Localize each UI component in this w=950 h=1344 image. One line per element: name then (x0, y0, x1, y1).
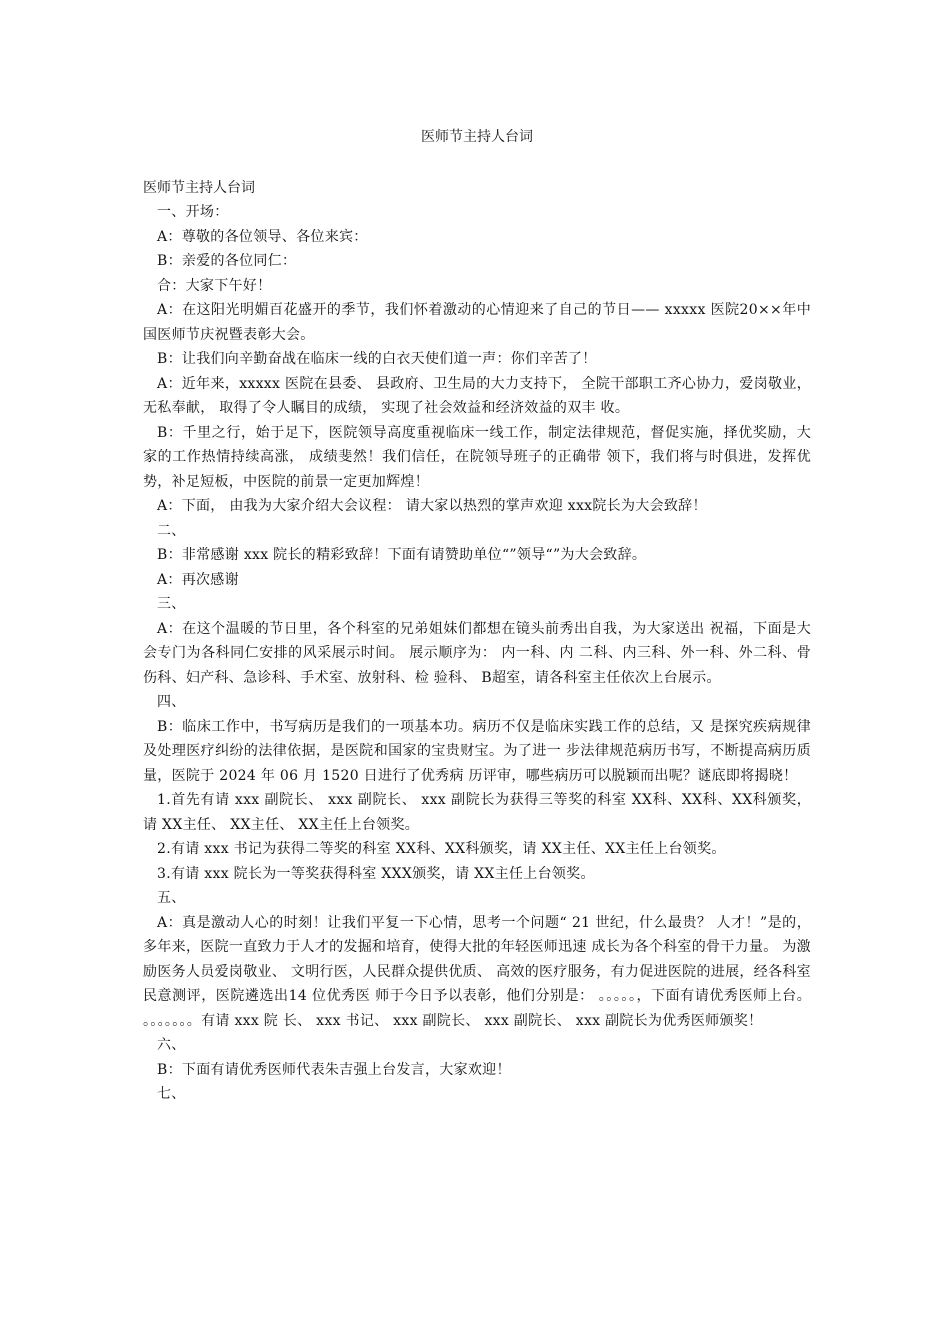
paragraph: 合：大家下午好！ (157, 277, 272, 294)
document-subtitle: 医师节主持人台词 (143, 180, 255, 196)
paragraph-opening-heading: 一、开场： (157, 204, 229, 220)
paragraph: B：千里之行，始于足下，医院领导高度重视临床一线工作，制定法律规范，督促实施，择优奖励，大家的工作热情持续高涨， 成绩斐然！我们信任，在院领导班子的正确带 领下，我们将与时俱进，发挥优势，补足短板，中医院的前景一定更加辉煌！ (143, 424, 811, 490)
list-item: 1.首先有请 xxx 副院长、 xxx 副院长、 xxx 副院长为获得三等奖的科室 XX科、XX科、XX科颁奖，请 XX主任、 XX主任、 XX主任上台领奖。 (143, 792, 811, 833)
list-item: 2.有请 xxx 书记为获得二等奖的科室 XX科、XX科颁奖，请 XX主任、XX主任上台领奖。 (157, 841, 726, 857)
paragraph: B：临床工作中，书写病历是我们的一项基本功。病历不仅是临床实践工作的总结，又 是探究疾病规律及处理医疗纠纷的法律依据，是医院和国家的宝贵财宝。为了进一 步法律规范病历书写，不断提高病历质量，医院于 2024 年 06 月 1520 日进行了优秀病 历评审，哪些病历可以脱颖而出呢？谜底即将揭晓！ (143, 718, 811, 784)
section-heading: 六、 (157, 1037, 186, 1053)
paragraph: A：尊敬的各位领导、各位来宾： (157, 228, 368, 245)
paragraph: A：真是激动人心的时刻！让我们平复一下心情，思考一个问题“ 21 世纪，什么最贵？ 人才！”是的，多年来，医院一直致力于人才的发掘和培育，使得大批的年轻医师迅速 成长为各个科室的骨干力量。 为激励医务人员爱岗敬业、 文明行医，人民群众提供优质、 高效的医疗服务，有力促进医院的进展，经各科室民意测评，医院遴选出14 位优秀医 师于今日予以表彰，他们分别是： 。。。。。，下面有请优秀医师上台。 。。。。。。。有请 xxx 院 长、 xxx 书记、 xxx 副院长、 xxx 副院长、 xxx 副院长为优秀医师颁奖！ (143, 914, 811, 1029)
paragraph: B：下面有请优秀医师代表朱吉强上台发言，大家欢迎！ (157, 1061, 511, 1078)
section-heading: 三、 (157, 596, 186, 612)
paragraph: B：亲爱的各位同仁： (157, 253, 297, 269)
list-item: 3.有请 xxx 院长为一等奖获得科室 XXX颁奖，请 XX主任上台领奖。 (157, 865, 595, 882)
section-heading: 四、 (157, 694, 186, 710)
paragraph: A：近年来，xxxxx 医院在县委、 县政府、卫生局的大力支持下， 全院干部职工齐心协力，爱岗敬业， 无私奉献， 取得了令人瞩目的成绩， 实现了社会效益和经济效益的双丰 收。 (143, 375, 811, 416)
paragraph: A：在这个温暖的节日里，各个科室的兄弟姐妹们都想在镜头前秀出自我，为大家送出 祝福，下面是大会专门为各科同仁安排的风采展示时间。 展示顺序为： 内一科、内 二科、内三科、外一科、外二科、骨伤科、妇产科、急诊科、手术室、放射科、检 验科、 B超室，请各科室主任依次上台展示。 (143, 620, 811, 686)
section-heading: 二、 (157, 522, 186, 539)
paragraph: B：让我们向辛勤奋战在临床一线的白衣天使们道一声：你们辛苦了！ (157, 351, 597, 367)
section-heading: 七、 (157, 1086, 186, 1102)
paragraph: A：在这阳光明媚百花盛开的季节，我们怀着激动的心情迎来了自己的节日—— xxxxx 医院20××年中国医师节庆祝暨表彰大会。 (143, 302, 811, 343)
document-body (143, 176, 811, 1107)
paragraph: A：再次感谢 (157, 571, 239, 588)
paragraph: A：下面， 由我为大家介绍大会议程： 请大家以热烈的掌声欢迎 xxx院长为大会致辞！ (157, 498, 707, 514)
section-heading: 五、 (157, 890, 186, 906)
document-title: 医师节主持人台词 (421, 129, 533, 145)
paragraph: B：非常感谢 xxx 院长的精彩致辞！下面有请赞助单位“”领导“”为大会致辞。 (157, 547, 647, 563)
